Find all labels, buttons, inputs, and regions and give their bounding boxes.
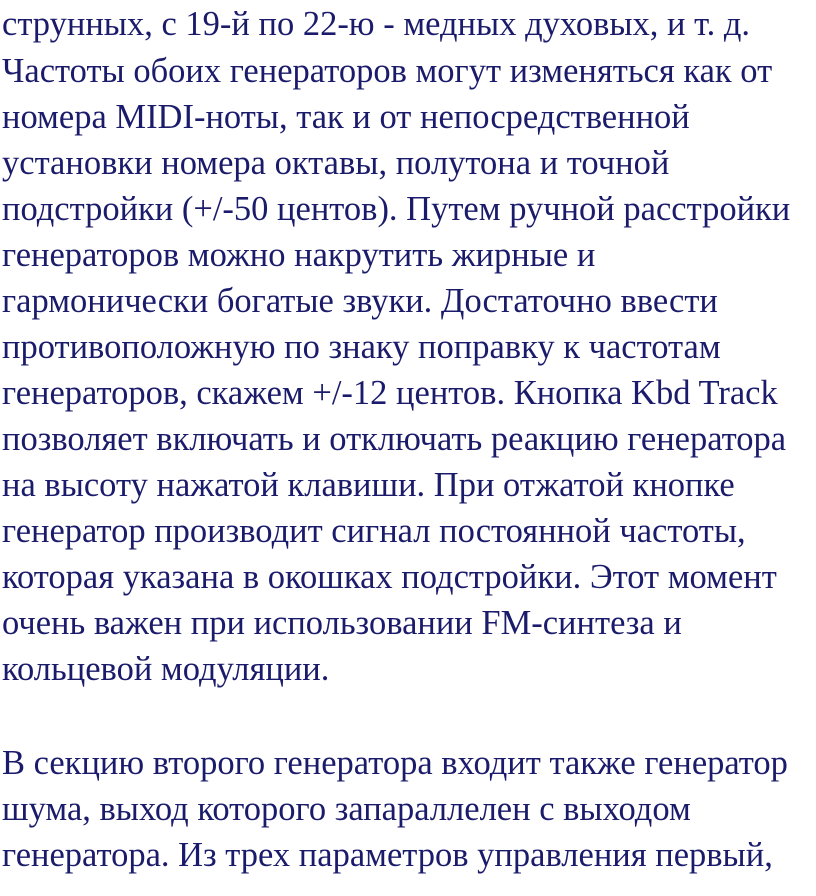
text-line: подстройки (+/-50 центов). Путем ручной расстройки bbox=[2, 190, 791, 228]
text-line: шума, выход которого запараллелен с выходом bbox=[2, 790, 691, 828]
text-line: на высоту нажатой клавиши. При отжатой кнопке bbox=[2, 466, 735, 504]
text-line: очень важен при использовании FM-синтеза и bbox=[2, 604, 682, 642]
text-line: Частоты обоих генераторов могут изменяться как от bbox=[2, 52, 773, 90]
text-line: В секцию второго генератора входит также генератор bbox=[2, 744, 788, 782]
text-line: позволяет включать и отключать реакцию генератора bbox=[2, 420, 787, 458]
text-line: которая указана в окошках подстройки. Этот момент bbox=[2, 558, 777, 596]
text-line: гармонически богатые звуки. Достаточно ввести bbox=[2, 282, 718, 320]
text-line: струнных, с 19-й по 22-ю - медных духовых, и т. д. bbox=[2, 5, 751, 43]
text-line: генераторов можно накрутить жирные и bbox=[2, 236, 596, 274]
text-line: генератор производит сигнал постоянной частоты, bbox=[2, 512, 746, 550]
text-line: кольцевой модуляции. bbox=[2, 650, 330, 688]
text-line: противоположную по знаку поправку к частотам bbox=[2, 328, 721, 366]
text-line: установки номера октавы, полутона и точной bbox=[2, 144, 670, 182]
text-line: генератора. Из трех параметров управления первый, bbox=[2, 836, 773, 874]
text-line: генераторов, скажем +/-12 центов. Кнопка Kbd Track bbox=[2, 374, 778, 412]
text-line: номера MIDI-ноты, так и от непосредственной bbox=[2, 98, 690, 136]
